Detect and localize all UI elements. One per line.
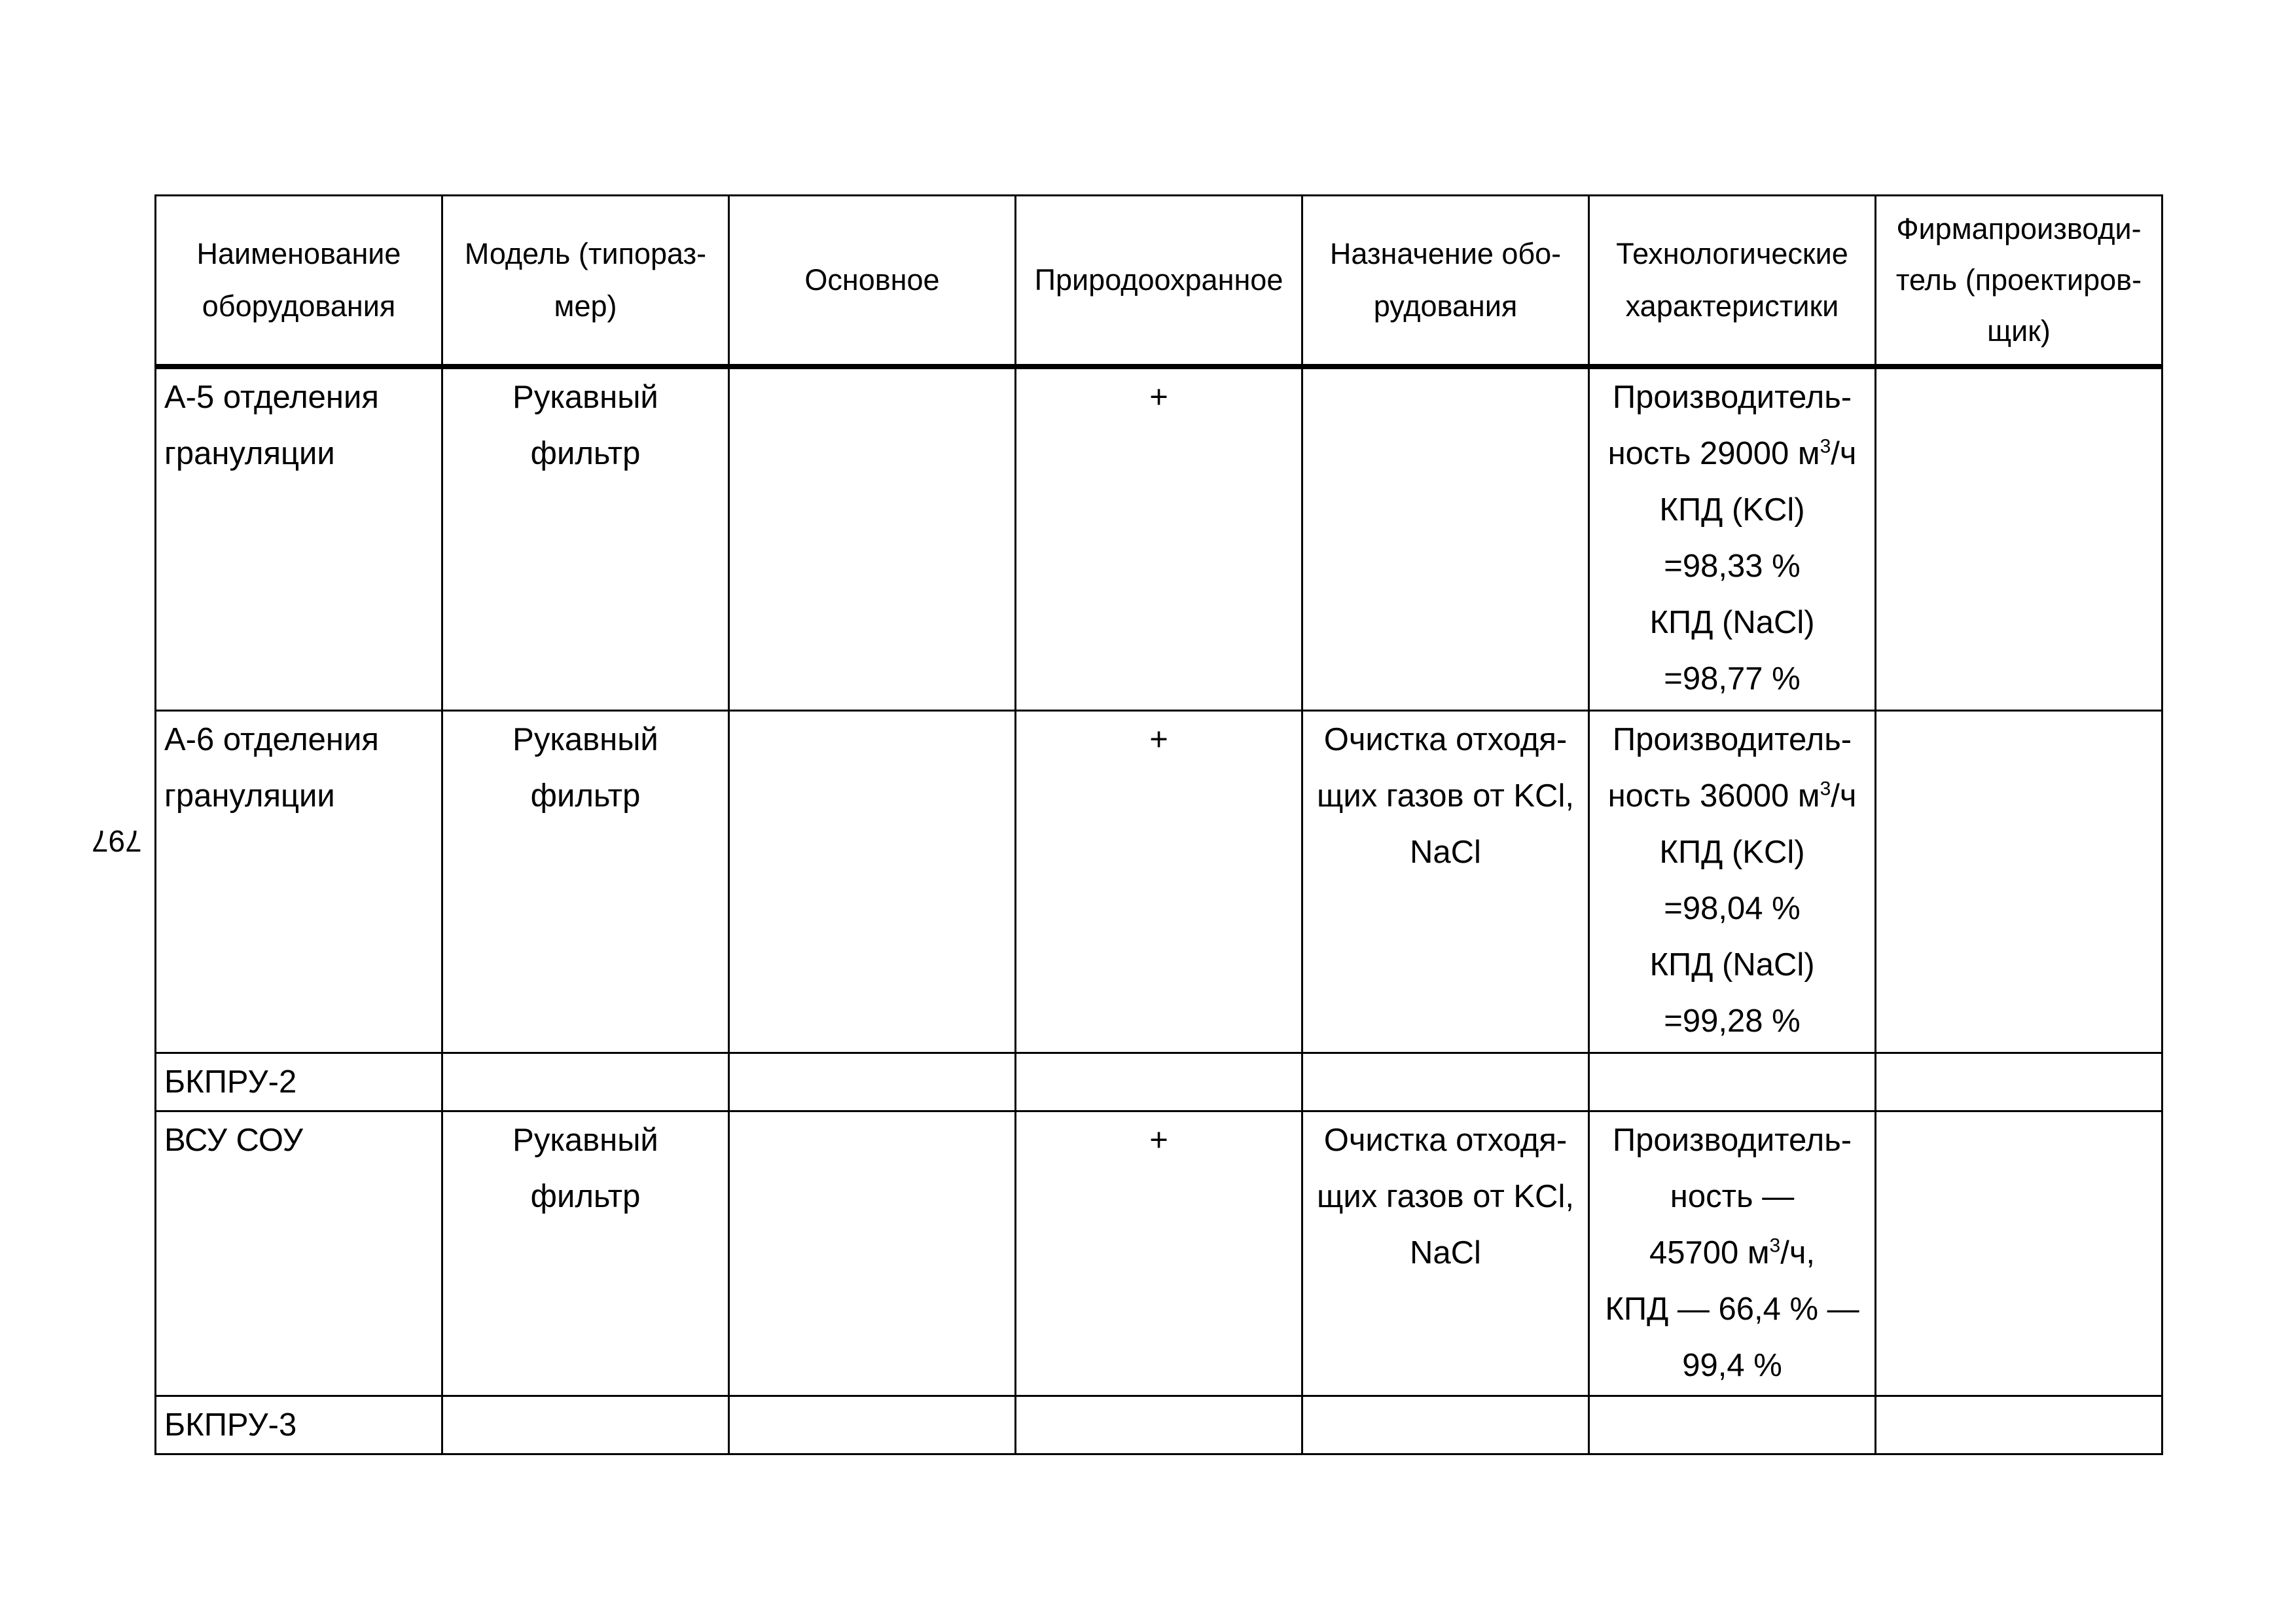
cell-text: Производитель- <box>1612 380 1852 415</box>
cell-text: ность — <box>1670 1179 1795 1214</box>
cell-tech-characteristics <box>1589 711 1876 1053</box>
cell-text: А-5 отделения <box>164 380 379 415</box>
equipment-table <box>154 194 2163 1455</box>
cell-main <box>729 1396 1016 1454</box>
header-text: тель (проектиров- <box>1895 263 2142 297</box>
cell-purpose <box>1302 1396 1589 1454</box>
cell-text: =98,04 % <box>1664 891 1801 926</box>
header-environmental <box>1016 196 1302 367</box>
header-row <box>156 196 2162 367</box>
header-model <box>442 196 729 367</box>
table-row <box>156 1053 2162 1111</box>
table-row <box>156 711 2162 1053</box>
superscript: 3 <box>1820 778 1831 800</box>
cell-text: Рукавный <box>512 1123 658 1158</box>
header-text: щик) <box>1987 314 2051 348</box>
cell-text: КПД — 66,4 % — <box>1605 1291 1859 1327</box>
cell-text: Очистка отходя- <box>1323 722 1568 757</box>
cell-purpose <box>1302 367 1589 711</box>
cell-tech-characteristics <box>1589 1053 1876 1111</box>
cell-manufacturer <box>1876 367 2162 711</box>
perf-unit: /ч, <box>1780 1235 1815 1271</box>
header-text: Технологические <box>1616 237 1848 270</box>
header-text: Основное <box>804 263 940 297</box>
perf-unit: /ч <box>1831 436 1857 471</box>
cell-text: =98,33 % <box>1664 549 1801 584</box>
header-text: Наименование <box>196 237 401 270</box>
cell-text <box>1598 768 1867 824</box>
cell-text: грануляции <box>164 778 335 814</box>
cell-equipment-name <box>156 1053 442 1111</box>
cell-text: щих газов от KCl, <box>1317 1179 1574 1214</box>
cell-manufacturer <box>1876 1396 2162 1454</box>
cell-tech-characteristics <box>1589 1111 1876 1396</box>
header-text: Модель (типораз- <box>464 237 707 270</box>
cell-text: фильтр <box>530 436 641 471</box>
cell-equipment-name <box>156 1111 442 1396</box>
cell-text: NaCl <box>1410 835 1481 870</box>
cell-purpose <box>1302 1111 1589 1396</box>
perf-unit: /ч <box>1831 778 1857 814</box>
cell-main <box>729 367 1016 711</box>
cell-environmental: + <box>1016 367 1302 711</box>
cell-text: Производитель- <box>1612 722 1852 757</box>
cell-environmental <box>1016 1396 1302 1454</box>
cell-purpose <box>1302 711 1589 1053</box>
cell-environmental <box>1016 1053 1302 1111</box>
perf-value: ность 29000 м <box>1607 436 1820 471</box>
header-text: Назначение обо- <box>1329 237 1562 270</box>
cell-text: КПД (KCl) <box>1659 492 1805 528</box>
cell-equipment-name <box>156 367 442 711</box>
cell-text: КПД (KCl) <box>1659 835 1805 870</box>
cell-text: ВСУ СОУ <box>164 1123 304 1158</box>
cell-text: 99,4 % <box>1682 1348 1782 1383</box>
cell-environmental: + <box>1016 711 1302 1053</box>
header-purpose <box>1302 196 1589 367</box>
cell-text: =99,28 % <box>1664 1003 1801 1039</box>
table-row <box>156 1396 2162 1454</box>
cell-text: КПД (NaCl) <box>1649 605 1815 640</box>
superscript: 3 <box>1769 1235 1781 1257</box>
cell-model <box>442 711 729 1053</box>
cell-text: фильтр <box>530 778 641 814</box>
header-text: рудования <box>1373 289 1518 323</box>
cell-text <box>1598 425 1867 482</box>
perf-value: ность 36000 м <box>1607 778 1820 814</box>
header-main <box>729 196 1016 367</box>
cell-text: Рукавный <box>512 722 658 757</box>
header-text: оборудования <box>202 289 396 323</box>
cell-model <box>442 1111 729 1396</box>
header-text: мер) <box>554 289 617 323</box>
superscript: 3 <box>1820 435 1831 458</box>
cell-main <box>729 711 1016 1053</box>
header-tech-characteristics <box>1589 196 1876 367</box>
cell-text: А-6 отделения <box>164 722 379 757</box>
cell-text: КПД (NaCl) <box>1649 947 1815 983</box>
cell-text: щих газов от KCl, <box>1317 778 1574 814</box>
cell-main <box>729 1053 1016 1111</box>
cell-text: грануляции <box>164 436 335 471</box>
cell-model <box>442 367 729 711</box>
cell-tech-characteristics <box>1589 367 1876 711</box>
header-text: Фирмапроизводи- <box>1896 212 2142 245</box>
cell-equipment-name <box>156 1396 442 1454</box>
cell-text: БКПРУ-2 <box>164 1064 297 1100</box>
cell-text: Производитель- <box>1612 1123 1852 1158</box>
table-row <box>156 1111 2162 1396</box>
header-text: характеристики <box>1625 289 1839 323</box>
cell-equipment-name <box>156 711 442 1053</box>
cell-text <box>1598 1225 1867 1281</box>
cell-text: Очистка отходя- <box>1323 1123 1568 1158</box>
cell-manufacturer <box>1876 1111 2162 1396</box>
cell-environmental: + <box>1016 1111 1302 1396</box>
header-text: Природоохранное <box>1034 263 1283 297</box>
table-row <box>156 367 2162 711</box>
cell-manufacturer <box>1876 711 2162 1053</box>
cell-model <box>442 1396 729 1454</box>
cell-main <box>729 1111 1016 1396</box>
page-number: 797 <box>92 824 142 858</box>
cell-text: NaCl <box>1410 1235 1481 1271</box>
cell-tech-characteristics <box>1589 1396 1876 1454</box>
cell-text: БКПРУ-3 <box>164 1407 297 1443</box>
perf-value: 45700 м <box>1649 1235 1770 1271</box>
cell-model <box>442 1053 729 1111</box>
cell-text: фильтр <box>530 1179 641 1214</box>
cell-manufacturer <box>1876 1053 2162 1111</box>
cell-text: Рукавный <box>512 380 658 415</box>
cell-text: =98,77 % <box>1664 661 1801 696</box>
header-manufacturer <box>1876 196 2162 367</box>
cell-purpose <box>1302 1053 1589 1111</box>
header-equipment-name <box>156 196 442 367</box>
